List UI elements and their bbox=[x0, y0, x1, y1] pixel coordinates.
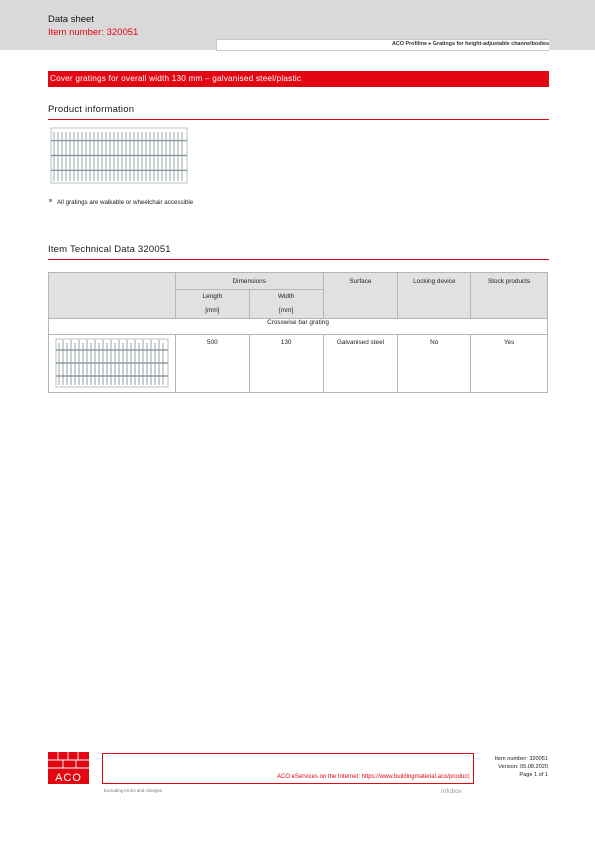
footer-page: Page 1 of 1 bbox=[519, 772, 548, 778]
header-length-unit: [mm] bbox=[175, 304, 249, 319]
header-width-unit: [mm] bbox=[249, 304, 323, 319]
breadcrumb bbox=[392, 41, 549, 47]
header-length: Length bbox=[175, 290, 249, 305]
product-info-title: Product information bbox=[48, 104, 135, 115]
eservices-box bbox=[102, 753, 474, 784]
feature-item: All gratings are walkable or wheelchair accessible bbox=[57, 199, 194, 206]
product-info-divider bbox=[48, 119, 549, 120]
technical-data-table bbox=[48, 272, 548, 393]
footer-meta bbox=[495, 755, 548, 779]
table-header-row bbox=[49, 273, 548, 290]
technical-data-title: Item Technical Data 320051 bbox=[48, 244, 171, 255]
breadcrumb-box bbox=[216, 39, 549, 51]
product-banner-text: Cover gratings for overall width 130 mm – galvanised steel/plastic bbox=[50, 74, 302, 83]
cell-length: 500 bbox=[175, 335, 249, 393]
cell-surface: Galvanised steel bbox=[323, 335, 398, 393]
breadcrumb-brand[interactable]: ACO Profiline bbox=[392, 41, 428, 47]
infobox-label: Infobox bbox=[441, 788, 462, 795]
logo-text: ACO bbox=[55, 772, 82, 784]
table-group-row bbox=[49, 319, 548, 335]
technical-data-divider bbox=[48, 259, 549, 260]
cell-stock-products: Yes bbox=[471, 335, 548, 393]
header-dimensions: Dimensions bbox=[175, 273, 323, 290]
group-label: Crosswise bar grating bbox=[49, 319, 548, 335]
bullet-icon bbox=[49, 199, 52, 202]
document-title: Data sheet bbox=[48, 14, 94, 25]
cell-locking-device: No bbox=[398, 335, 471, 393]
product-banner bbox=[48, 71, 549, 87]
row-image-cell bbox=[49, 335, 176, 393]
header-stock-products: Stock products bbox=[471, 273, 548, 319]
footer-version: Version: 05.08.2020 bbox=[498, 764, 548, 770]
aco-logo bbox=[48, 752, 89, 784]
header-image-cell bbox=[49, 273, 176, 319]
header-locking-device: Locking device bbox=[398, 273, 471, 319]
item-number: Item number: 320051 bbox=[48, 27, 139, 38]
header-width: Width bbox=[249, 290, 323, 305]
grating-image-icon bbox=[50, 127, 188, 184]
breadcrumb-separator: ▸ bbox=[428, 41, 432, 47]
table-row bbox=[49, 335, 548, 393]
cell-width: 130 bbox=[249, 335, 323, 393]
eservices-link[interactable]: ACO eServices on the Internet: https://www.buildingmaterial.aco/product bbox=[276, 774, 469, 780]
grating-thumbnail-icon bbox=[55, 338, 169, 388]
breadcrumb-page[interactable]: Gratings for height-adjustable channelbodies bbox=[432, 41, 549, 47]
disclaimer: Excluding errors and changes bbox=[104, 788, 163, 793]
footer-item-number: Item number: 320051 bbox=[494, 756, 548, 762]
header-surface: Surface bbox=[323, 273, 398, 319]
